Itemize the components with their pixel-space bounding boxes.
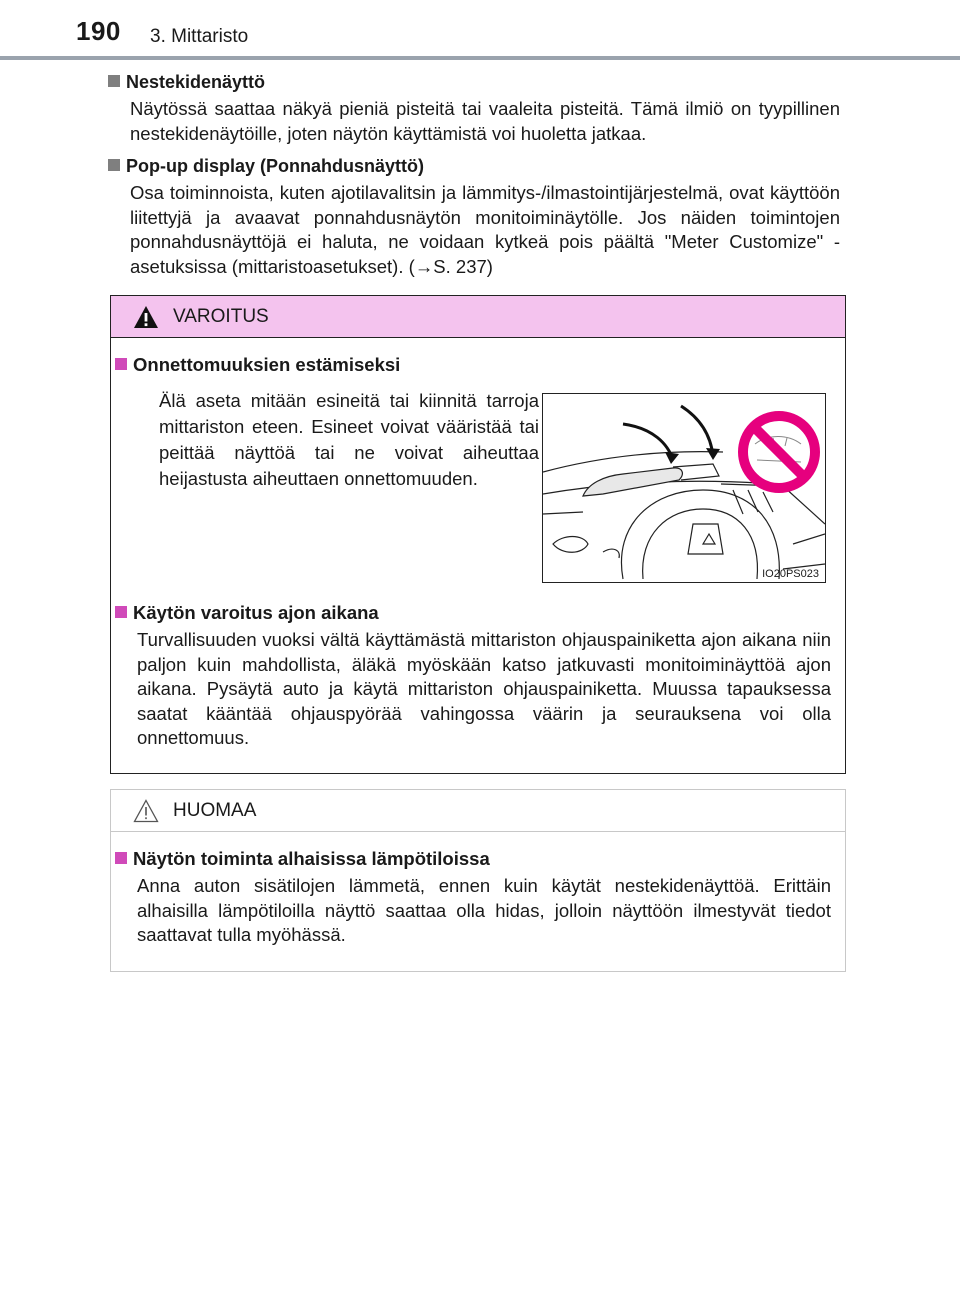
dashboard-drawing-icon	[543, 394, 825, 582]
warning-triangle-icon	[133, 305, 159, 329]
section-heading: Nestekidenäyttö	[126, 72, 266, 92]
warning-item-text: Älä aseta mitään esineitä tai kiinnitä tarroja mittariston eteen. Esineet voivat vääristää tai peittää näyttöä tai ne voivat aiheuttaa heijastusta aiheuttaen onnettomuuden.	[159, 390, 539, 489]
notice-box	[110, 789, 846, 972]
bullet-square-icon	[115, 606, 127, 618]
illustration-code: IO20PS023	[762, 568, 819, 580]
page-number: 190	[76, 16, 121, 46]
section-text: Näytössä saattaa näkyä pieniä pisteitä tai vaaleita pisteitä. Tämä ilmiö on tyypillinen nestekidenäytöille, joten näytön käyttämistä voi huoletta jatkaa.	[130, 98, 840, 144]
warning-item-text: Turvallisuuden vuoksi vältä käyttämästä mittariston ohjauspainiketta ajon aikana niin paljon kuin mahdollista, äläkä myöskään katso jatkuvasti monitoiminäyttöä ajon aikana. Pysäytä auto ja käytä mittariston ohjauspainiketta. Muussa tapauksessa saatat kääntää ohjauspyörää vahingossa väärin ja seurauksena voi olla onnettomuus.	[137, 629, 831, 748]
warning-item-heading: Onnettomuuksien estämiseksi	[133, 354, 401, 375]
bullet-square-icon	[115, 852, 127, 864]
warning-item-accident	[115, 354, 831, 380]
section-popup	[108, 156, 840, 279]
chapter-title: 3. Mittaristo	[150, 26, 249, 47]
section-heading: Pop-up display (Ponnahdusnäyttö)	[126, 156, 424, 176]
notice-item-heading: Näytön toiminta alhaisissa lämpötiloissa	[133, 848, 490, 869]
section-text: Osa toiminnoista, kuten ajotilavalitsin ja lämmitys-/ilmastointijärjestelmä, ovat käyttöön liitettyjä ja avaavat ponnahdusnäytön monitoiminäytölle. Jos näiden toimintojen ponnahdusnäyttöjä ei haluta, ne voidaan kytkeä pois päältä "Meter Customize" -asetuksissa (mittaristoasetukset). (→S. 237)	[130, 182, 840, 277]
notice-triangle-icon	[133, 799, 159, 823]
section-lcd	[108, 72, 840, 146]
notice-header	[111, 790, 845, 832]
notice-item-lowtemp	[115, 848, 831, 948]
warning-header	[111, 296, 845, 338]
warning-box	[110, 295, 846, 774]
warning-title: VAROITUS	[173, 305, 269, 327]
warning-item-heading: Käytön varoitus ajon aikana	[133, 602, 379, 623]
bullet-square-icon	[108, 75, 120, 87]
warning-item-driving	[115, 602, 831, 751]
notice-title: HUOMAA	[173, 799, 257, 821]
bullet-square-icon	[108, 159, 120, 171]
header-rule	[0, 56, 960, 60]
dashboard-illustration	[542, 393, 826, 583]
bullet-square-icon	[115, 358, 127, 370]
notice-item-text: Anna auton sisätilojen lämmetä, ennen kuin käytät nestekidenäyttöä. Erittäin alhaisilla lämpötiloilla näyttö saattaa olla hidas, jolloin näyttöön ilmestyvät tiedot saattavat tulla myöhässä.	[137, 875, 831, 945]
